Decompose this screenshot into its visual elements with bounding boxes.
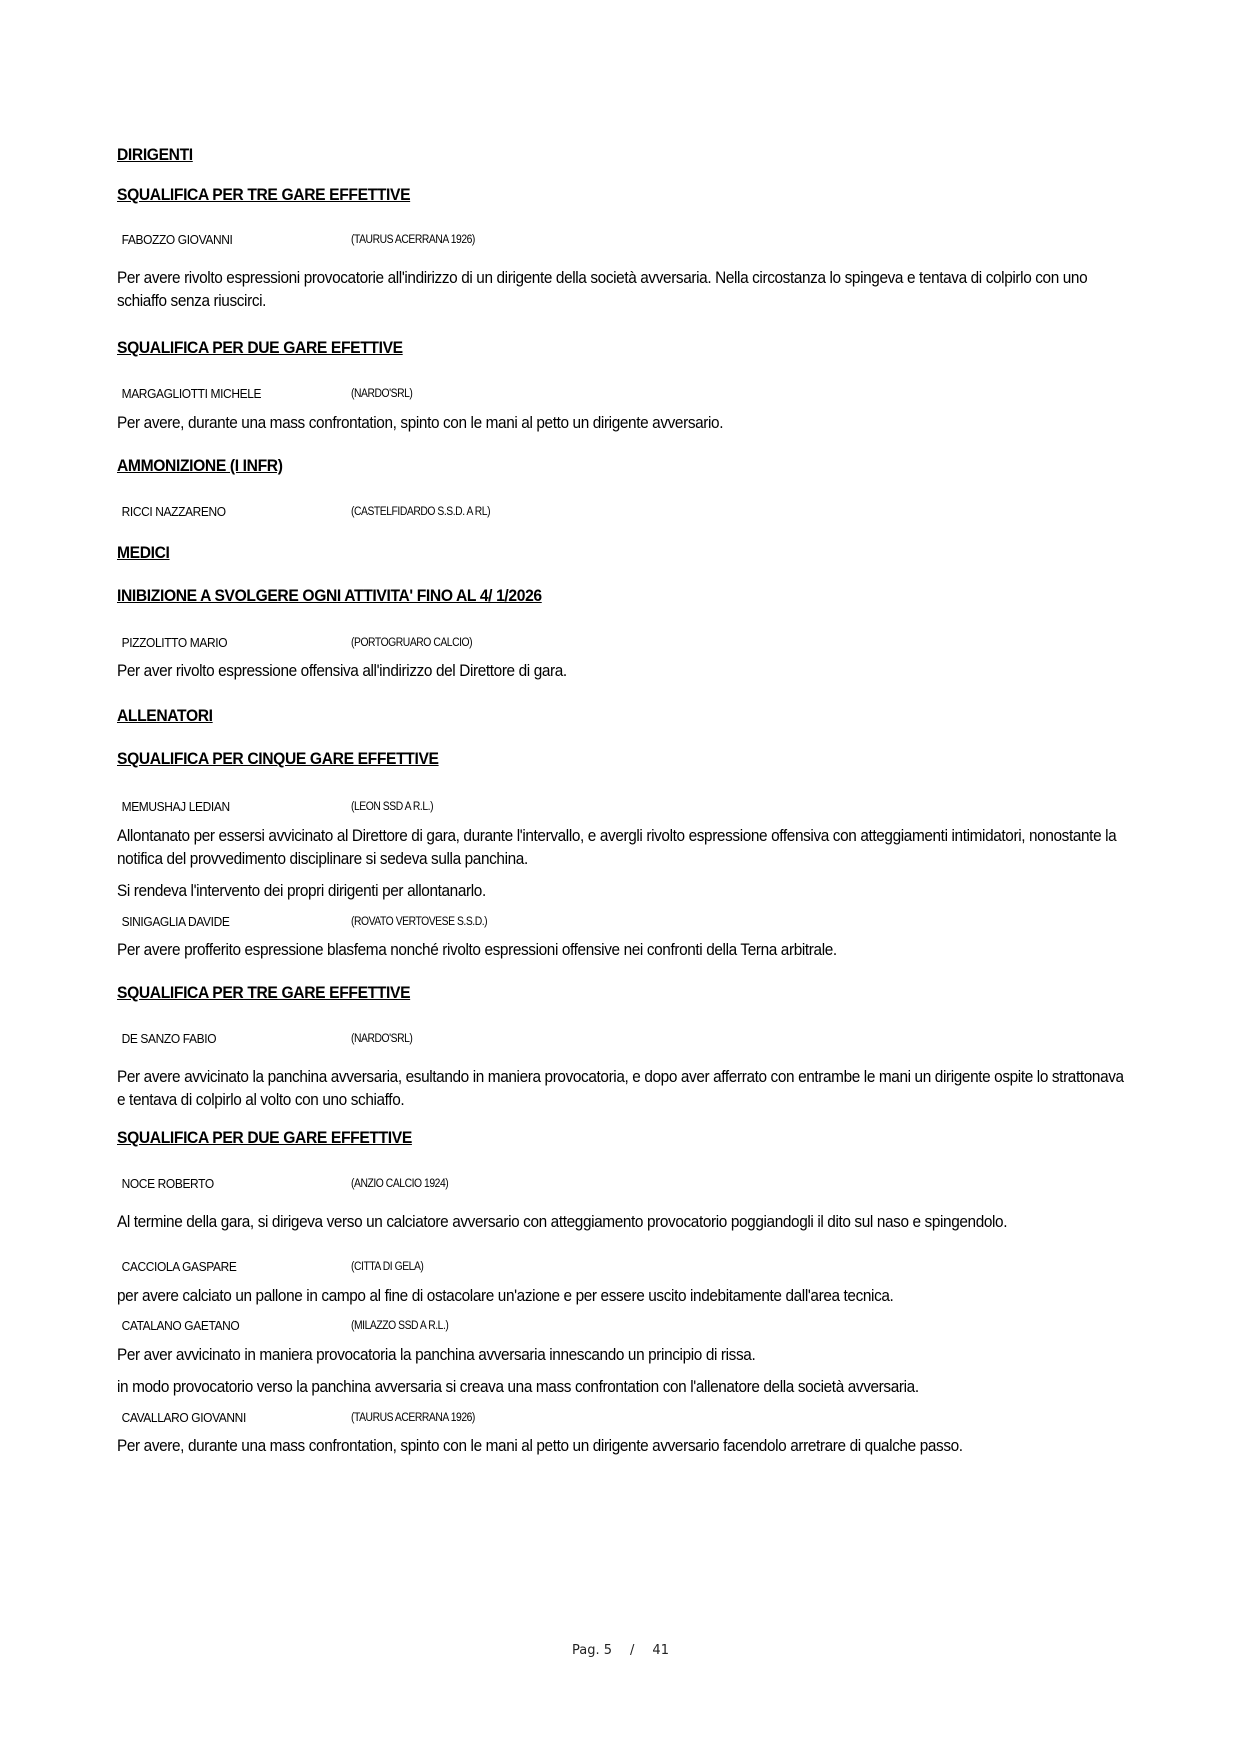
person-name: CACCIOLA GASPARE [121, 1259, 237, 1274]
group-heading: INIBIZIONE A SVOLGERE OGNI ATTIVITA' FINO AL 4/ 1/2026 [117, 586, 542, 605]
person-name: SINIGAGLIA DAVIDE [121, 914, 230, 929]
person-row [117, 1318, 459, 1334]
reason-text: Per avere profferito espressione blasfema nonché rivolto espressioni offensive nei confronti della Terna arbitrale. [117, 941, 837, 959]
reason-text: Al termine della gara, si dirigeva verso un calciatore avversario con atteggiamento provocatorio poggiandogli il dito sul naso e spingendolo. [117, 1213, 1008, 1231]
reason-text: Per aver rivolto espressione offensiva all'indirizzo del Direttore di gara. [117, 662, 567, 680]
person-name: MEMUSHAJ LEDIAN [121, 799, 230, 814]
group-heading: SQUALIFICA PER DUE GARE EFETTIVE [117, 338, 403, 357]
club-name: (ANZIO CALCIO 1924) [351, 1178, 449, 1190]
person-row [117, 635, 486, 651]
reason-text: Allontanato per essersi avvicinato al Direttore di gara, durante l'intervallo, e avergli rivolto espressione offensiva con atteggiamenti intimidatori, nonostante la notifica del provvedimento disciplinare si sedeva sulla panchina. [117, 827, 1117, 868]
group-heading: SQUALIFICA PER CINQUE GARE EFFETTIVE [117, 749, 439, 768]
person-name: PIZZOLITTO MARIO [121, 635, 228, 650]
reason-text: per avere calciato un pallone in campo al fine di ostacolare un'azione e per essere uscito indebitamente dall'area tecnica. [117, 1287, 894, 1305]
person-row [117, 232, 489, 248]
reason-text: Si rendeva l'intervento dei propri dirigenti per allontanarlo. [117, 882, 486, 900]
club-name: (ROVATO VERTOVESE S.S.D.) [351, 916, 488, 928]
club-name: (CITTA DI GELA) [351, 1261, 424, 1273]
person-name: DE SANZO FABIO [121, 1031, 217, 1046]
group-heading: SQUALIFICA PER TRE GARE EFFETTIVE [117, 983, 411, 1002]
page-number: Pag. 5 [572, 1643, 613, 1658]
person-name: MARGAGLIOTTI MICHELE [121, 386, 262, 401]
page-footer [0, 1643, 1241, 1658]
person-name: RICCI NAZZARENO [121, 504, 226, 519]
person-row [117, 504, 506, 520]
category-heading: ALLENATORI [117, 706, 213, 725]
person-name: CATALANO GAETANO [121, 1318, 240, 1333]
person-row [117, 386, 419, 402]
club-name: (NARDO'SRL) [351, 1033, 413, 1045]
person-row [117, 1176, 459, 1192]
club-name: (CASTELFIDARDO S.S.D. A RL) [351, 506, 491, 518]
reason-text: Per avere rivolto espressioni provocatorie all'indirizzo di un dirigente della società avversaria. Nella circostanza lo spingeva e tentava di colpirlo con uno schiaffo senza riuscirci. [117, 269, 1088, 310]
person-row [117, 1259, 431, 1275]
person-row [117, 1031, 419, 1047]
reason-text: Per aver avvicinato in maniera provocatoria la panchina avversaria innescando un principio di rissa. [117, 1346, 756, 1364]
reason-text: in modo provocatorio verso la panchina avversaria si creava una mass confrontation con l'allenatore della società avversaria. [117, 1378, 919, 1396]
club-name: (TAURUS ACERRANA 1926) [351, 234, 475, 246]
person-name: NOCE ROBERTO [121, 1176, 214, 1191]
club-name: (PORTOGRUARO CALCIO) [351, 637, 473, 649]
reason-text: Per avere, durante una mass confrontation, spinto con le mani al petto un dirigente avversario facendolo arretrare di qualche passo. [117, 1437, 963, 1455]
person-row [117, 914, 502, 930]
group-heading: SQUALIFICA PER DUE GARE EFFETTIVE [117, 1128, 412, 1147]
group-heading: SQUALIFICA PER TRE GARE EFFETTIVE [117, 185, 411, 204]
person-row [117, 799, 442, 815]
club-name: (TAURUS ACERRANA 1926) [351, 1412, 475, 1424]
club-name: (NARDO'SRL) [351, 388, 413, 400]
total-pages: 41 [652, 1643, 669, 1658]
reason-text: Per avere, durante una mass confrontation, spinto con le mani al petto un dirigente avversario. [117, 414, 724, 432]
club-name: (LEON SSD A R.L.) [351, 801, 434, 813]
club-name: (MILAZZO SSD A R.L.) [351, 1320, 449, 1332]
reason-text: Per avere avvicinato la panchina avversaria, esultando in maniera provocatoria, e dopo aver afferrato con entrambe le mani un dirigente ospite lo strattonava e tentava di colpirlo al volto con uno schiaffo. [117, 1068, 1124, 1109]
page-separator: / [630, 1643, 635, 1658]
person-name: CAVALLARO GIOVANNI [121, 1410, 246, 1425]
person-name: FABOZZO GIOVANNI [121, 232, 233, 247]
group-heading: AMMONIZIONE (I INFR) [117, 456, 283, 475]
category-heading: MEDICI [117, 543, 170, 562]
category-heading: DIRIGENTI [117, 145, 193, 164]
person-row [117, 1410, 489, 1426]
